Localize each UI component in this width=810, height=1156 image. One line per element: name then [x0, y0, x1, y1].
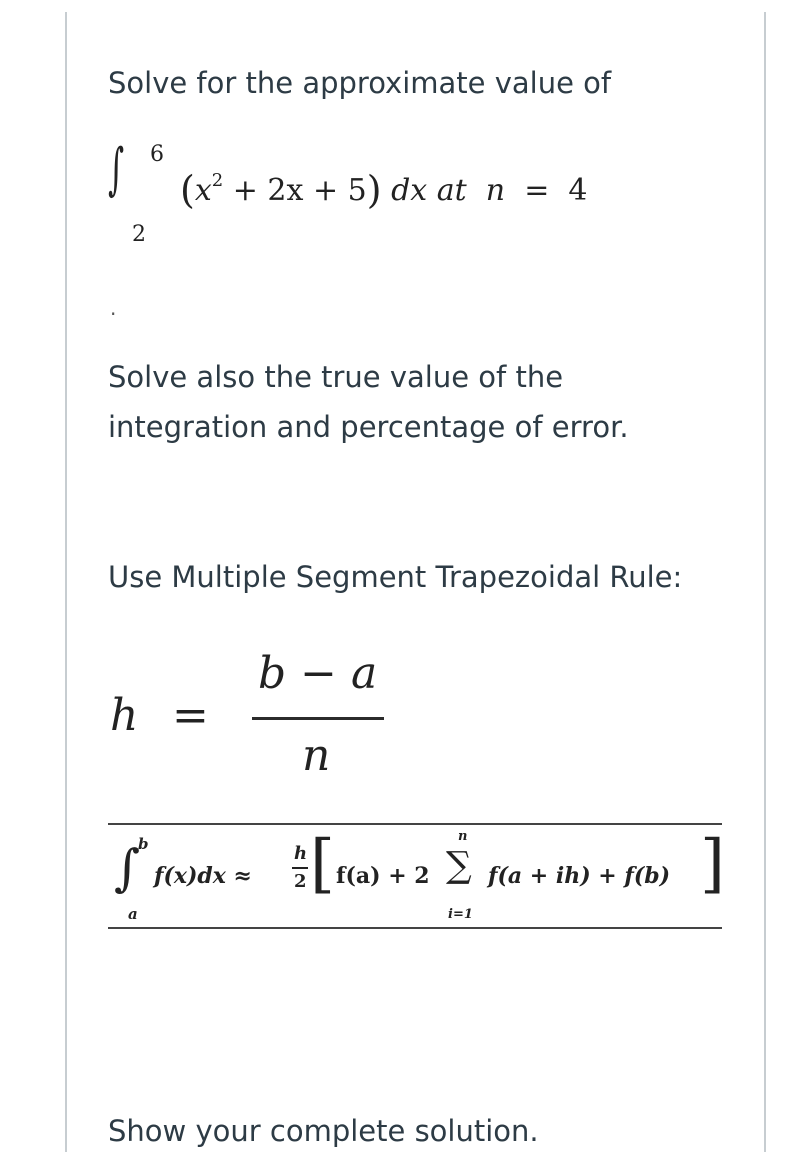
formula-fraction-bar — [292, 867, 308, 869]
period-dot: . — [110, 296, 117, 320]
true-value-line-2: integration and percentage of error. — [108, 410, 629, 444]
formula-lower-limit: a — [128, 905, 138, 923]
formula-integrand: f(x)dx ≈ — [154, 863, 252, 889]
h-denominator: n — [302, 730, 331, 781]
formula-upper-limit: b — [138, 835, 149, 853]
formula-sum-lower: i=1 — [448, 907, 473, 922]
method-text: Use Multiple Segment Trapezoidal Rule: — [108, 560, 683, 594]
formula-integral-sign: ∫ — [114, 839, 141, 897]
left-border — [65, 12, 67, 1152]
integral-upper-limit: 6 — [150, 142, 164, 167]
formula-two: 2 — [294, 871, 307, 892]
integrand: $(x^2 + 2x + 5)$ dx at n = 4 — [180, 168, 588, 212]
integral-lower-limit: 2 — [132, 222, 146, 247]
formula-sum-upper: n — [458, 829, 468, 844]
formula-sigma: ∑ — [446, 845, 472, 886]
formula-h: h — [294, 843, 308, 864]
formula-fa: f(a) + 2 — [336, 863, 430, 889]
intro-text: Solve for the approximate value of — [108, 66, 612, 100]
formula-top-line — [108, 823, 722, 825]
footer-text: Show your complete solution. — [108, 1114, 539, 1148]
true-value-line-1: Solve also the true value of the — [108, 360, 564, 394]
integral-sign: ∫ — [108, 137, 125, 202]
right-border — [764, 12, 766, 1152]
formula-bracket-open: [ — [310, 827, 335, 901]
formula-bracket-close: ] — [700, 827, 725, 901]
h-symbol: h — [110, 690, 139, 741]
formula-bottom-line — [108, 927, 722, 929]
formula-rest: f(a + ih) + f(b) — [488, 863, 671, 889]
trapezoidal-formula — [108, 823, 725, 929]
h-equals: = — [172, 690, 209, 741]
h-numerator: b − a — [258, 648, 378, 699]
fraction-bar — [252, 717, 384, 720]
